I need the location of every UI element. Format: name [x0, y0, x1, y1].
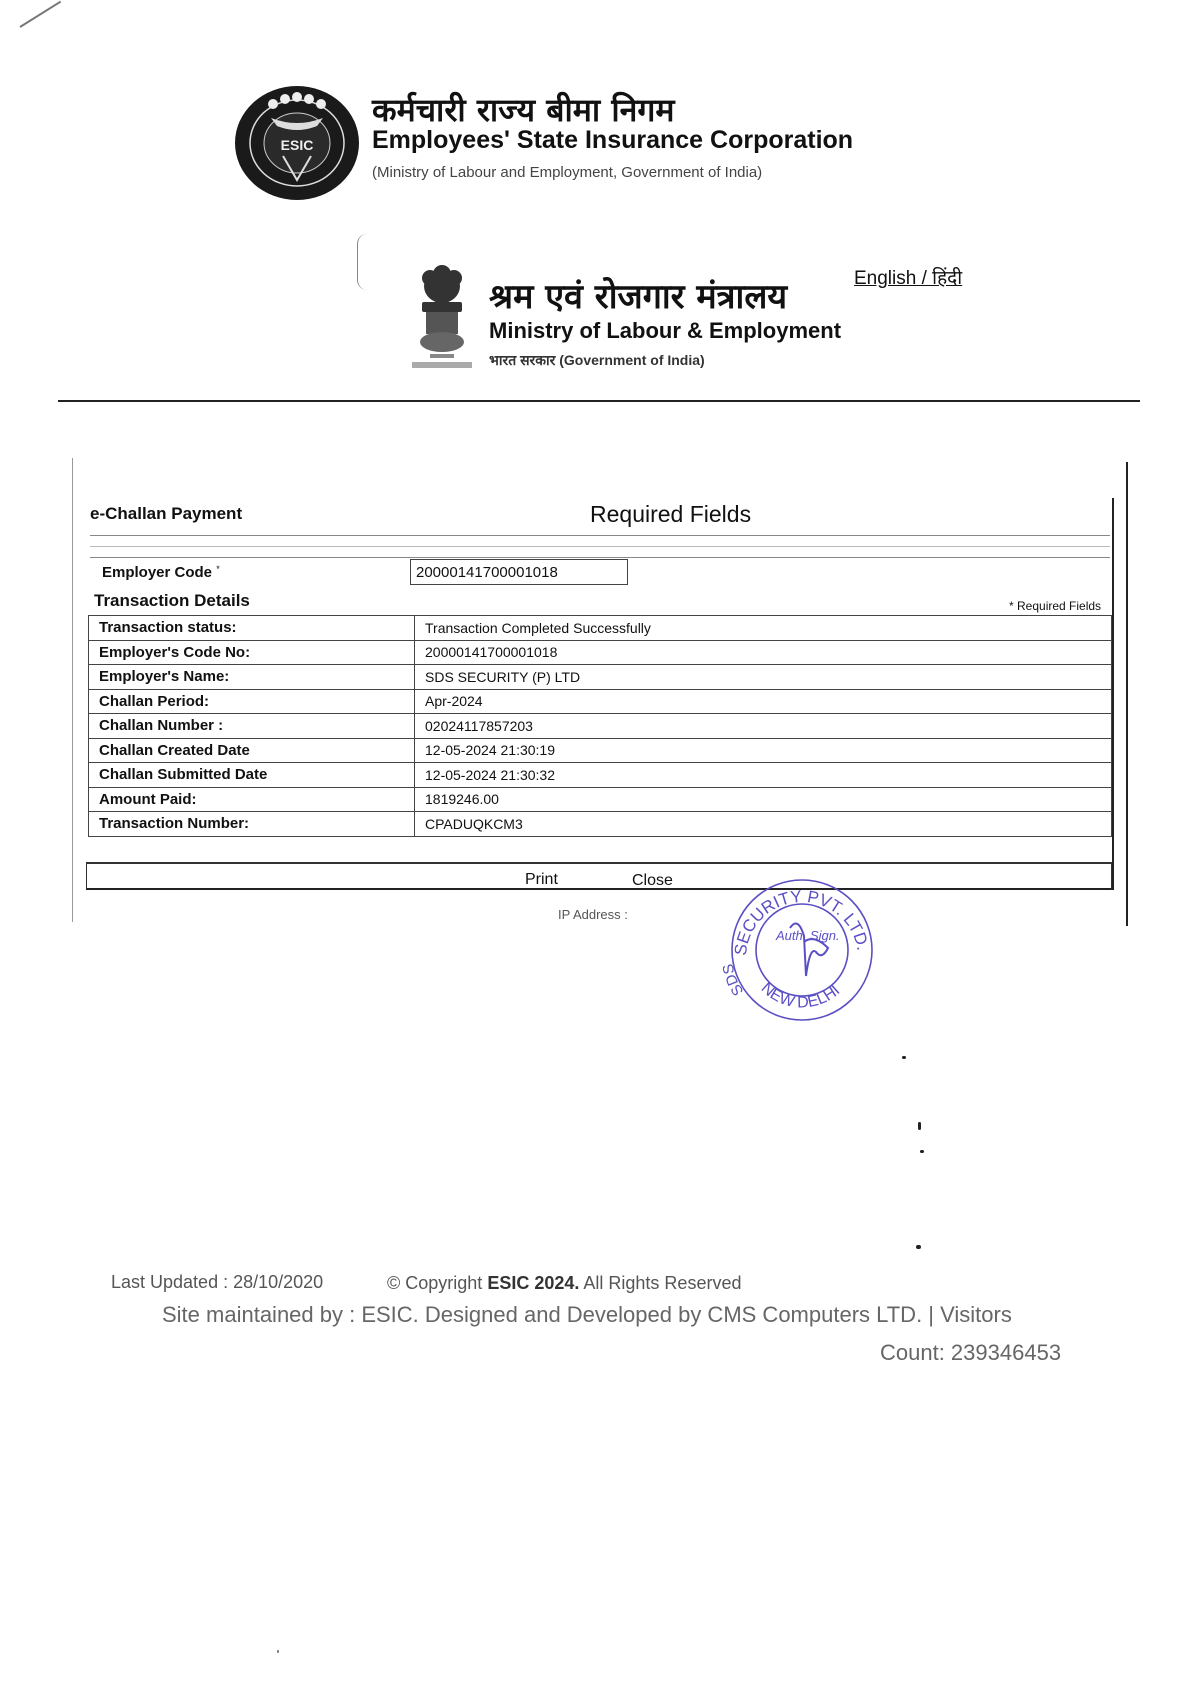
required-fields-heading: Required Fields — [590, 501, 752, 527]
svg-text:Auth. Sign.: Auth. Sign. — [776, 928, 840, 943]
esic-logo — [233, 84, 361, 202]
row-label: Amount Paid: — [89, 787, 415, 812]
transaction-details-table — [88, 615, 1112, 837]
language-toggle-link[interactable]: English / हिंदी — [854, 268, 963, 289]
esic-name-hindi: कर्मचारी राज्य बीमा निगम — [372, 91, 675, 129]
row-value: 1819246.00 — [415, 787, 1112, 812]
row-value: 12-05-2024 21:30:19 — [415, 738, 1112, 763]
row-value: Apr-2024 — [415, 689, 1112, 714]
scan-mark — [19, 1, 61, 28]
row-value: SDS SECURITY (P) LTD — [415, 665, 1112, 690]
visitors-count: Count: 239346453 — [880, 1340, 1062, 1365]
svg-text:SDS: SDS — [719, 962, 748, 999]
scan-speck — [916, 1245, 921, 1249]
divider — [90, 546, 1110, 547]
row-label: Employer's Code No: — [89, 640, 415, 665]
national-emblem-icon — [410, 264, 474, 372]
row-label: Transaction status: — [89, 616, 415, 641]
row-value: 12-05-2024 21:30:32 — [415, 763, 1112, 788]
row-value: CPADUQKCM3 — [415, 812, 1112, 837]
form-title: e-Challan Payment — [90, 504, 243, 523]
row-label: Challan Submitted Date — [89, 763, 415, 788]
table-row — [89, 640, 1112, 665]
frame-line — [1112, 498, 1114, 890]
site-maintained-by: Site maintained by : ESIC. Designed and Developed by CMS Computers LTD. | Visitors — [162, 1302, 1012, 1327]
row-value: Transaction Completed Successfully — [415, 616, 1112, 641]
scan-speck — [920, 1150, 924, 1153]
frame-line — [72, 458, 73, 922]
table-row — [89, 689, 1112, 714]
employer-code-value: 20000141700001018 — [416, 564, 558, 581]
divider — [90, 557, 1110, 558]
close-button[interactable]: Close — [632, 872, 673, 889]
employer-code-label: Employer Code * — [102, 564, 220, 581]
svg-text:ESIC: ESIC — [280, 137, 314, 153]
scan-speck — [277, 1650, 279, 1653]
row-label: Challan Number : — [89, 714, 415, 739]
print-button[interactable]: Print — [525, 871, 558, 888]
esic-ministry-line: (Ministry of Labour and Employment, Government of India) — [372, 164, 763, 181]
ip-address-label: IP Address : — [558, 907, 628, 922]
table-row — [89, 787, 1112, 812]
action-bar — [86, 862, 1112, 890]
transaction-details-heading: Transaction Details — [94, 591, 250, 610]
svg-text:NEW DELHI: NEW DELHI — [757, 979, 844, 1012]
table-row — [89, 616, 1112, 641]
company-stamp — [718, 876, 886, 1024]
divider — [90, 535, 1110, 536]
row-value: 20000141700001018 — [415, 640, 1112, 665]
table-row — [89, 763, 1112, 788]
scan-speck — [902, 1056, 906, 1059]
ministry-name-english: Ministry of Labour & Employment — [489, 318, 842, 343]
frame-line — [1126, 462, 1128, 926]
svg-text:SECURITY PVT. LTD.: SECURITY PVT. LTD. — [730, 886, 873, 957]
row-label: Employer's Name: — [89, 665, 415, 690]
row-label: Challan Period: — [89, 689, 415, 714]
row-value: 02024117857203 — [415, 714, 1112, 739]
header-divider — [58, 400, 1140, 402]
table-row — [89, 665, 1112, 690]
scan-mark — [357, 234, 368, 290]
scan-speck — [918, 1122, 921, 1130]
required-fields-note: * Required Fields — [1009, 599, 1102, 613]
row-label: Challan Created Date — [89, 738, 415, 763]
table-row — [89, 738, 1112, 763]
government-line: भारत सरकार (Government of India) — [489, 352, 705, 368]
esic-name-english: Employees' State Insurance Corporation — [372, 126, 854, 154]
row-label: Transaction Number: — [89, 812, 415, 837]
table-row — [89, 812, 1112, 837]
ministry-name-hindi: श्रम एवं रोजगार मंत्रालय — [489, 277, 788, 317]
copyright-notice: © Copyright ESIC 2024. All Rights Reserved — [387, 1273, 742, 1293]
table-row — [89, 714, 1112, 739]
last-updated: Last Updated : 28/10/2020 — [111, 1272, 324, 1292]
